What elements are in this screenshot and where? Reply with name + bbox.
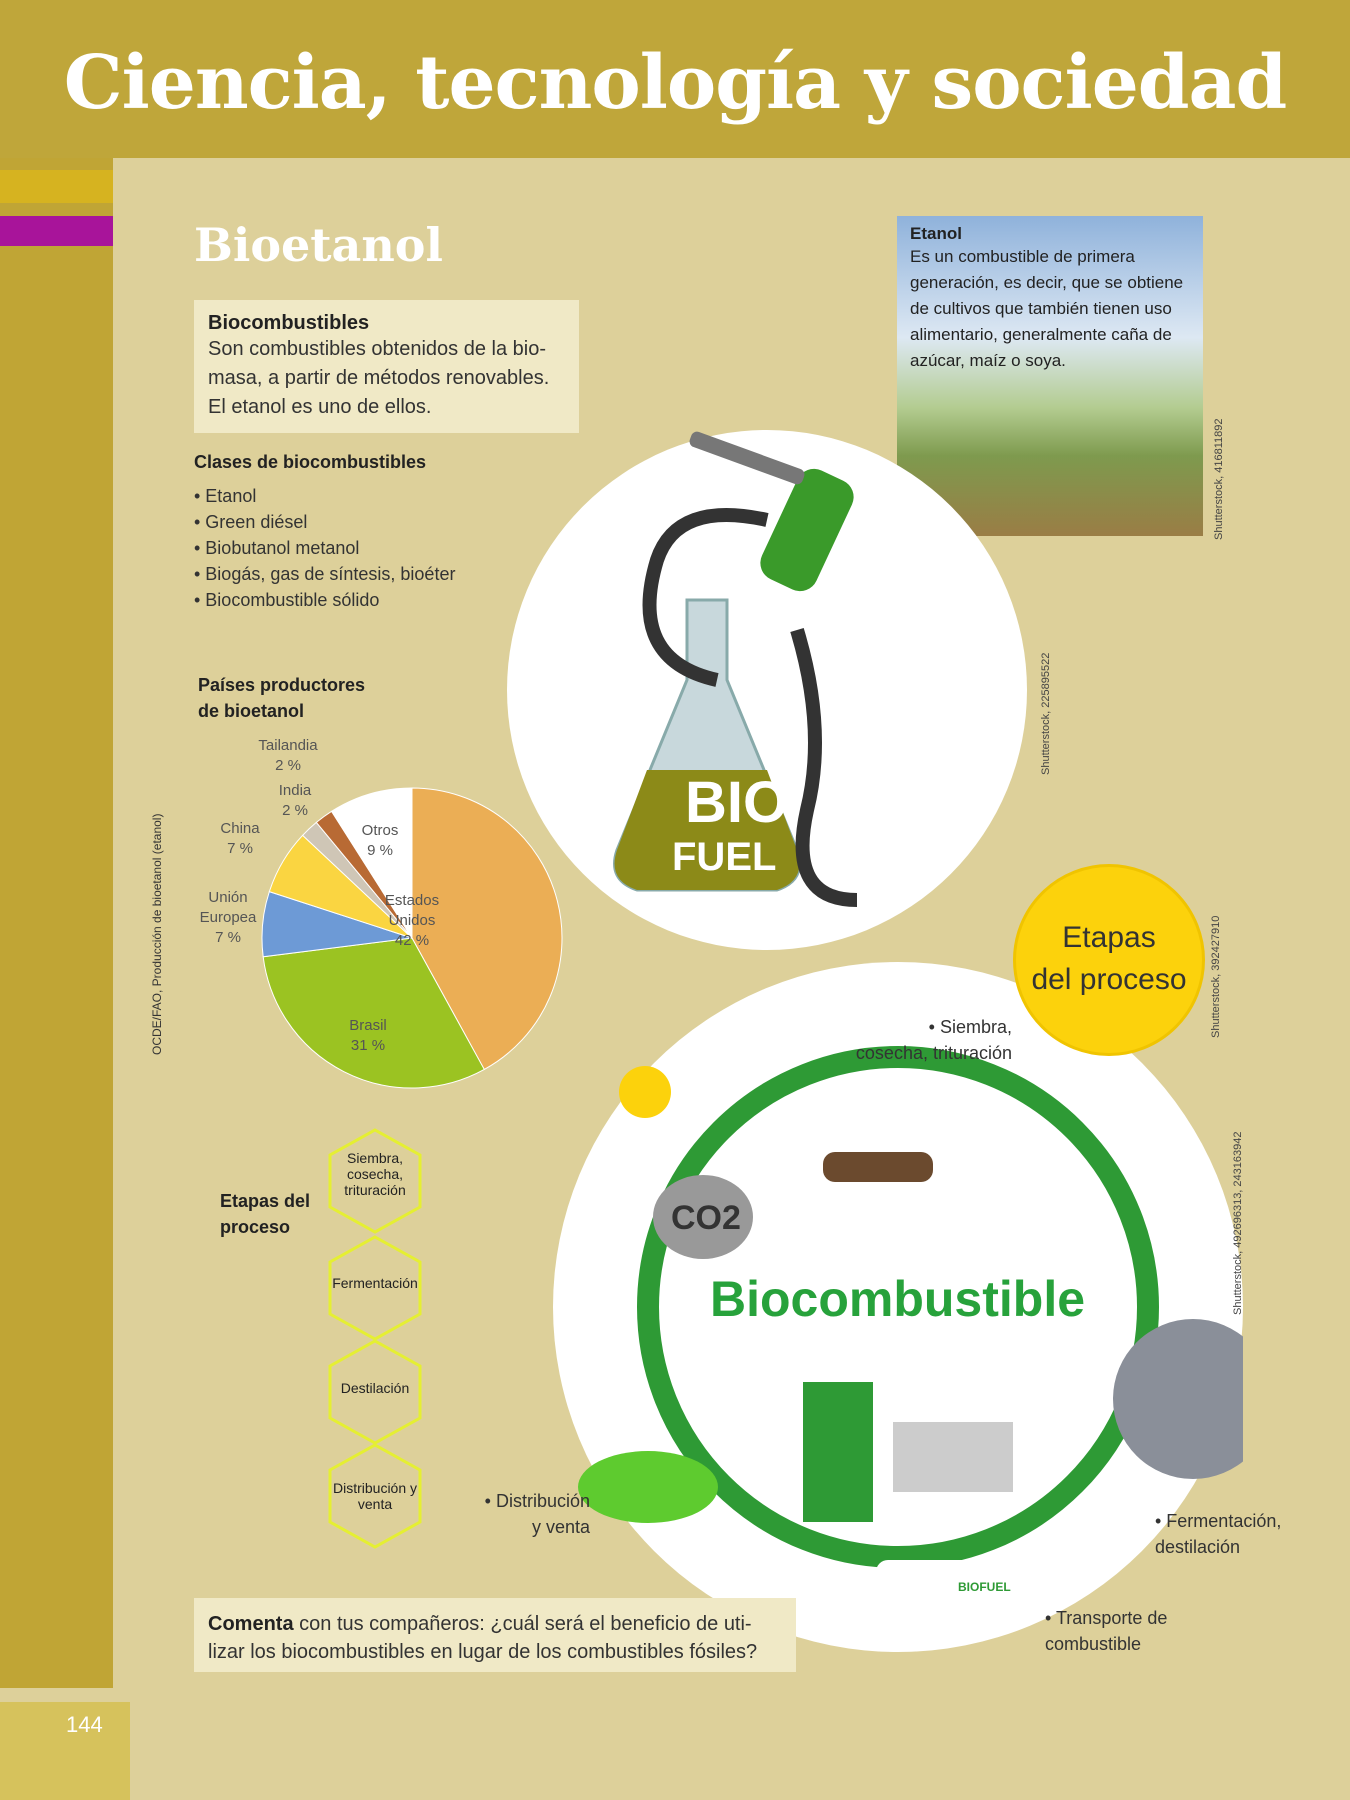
photo-credit: Shutterstock, 492696313, 243163942: [1232, 1131, 1244, 1315]
caption-fermentacion: • Fermentación, destilación: [1155, 1511, 1282, 1557]
definition-text: Son combustibles obtenidos de la bio-masa, a partir de métodos renovables. El etanol es uno de ellos.: [208, 338, 550, 418]
pie-label: China 7 %: [220, 820, 260, 857]
list-item: • Biocombustible sólido: [194, 590, 380, 610]
definition-box: [194, 300, 579, 433]
comment-bold: Comenta: [208, 1613, 294, 1635]
pie-label: India 2 %: [278, 782, 312, 819]
list-item: • Biobutanol metanol: [194, 538, 360, 558]
sun-icon: [619, 1066, 671, 1118]
distillery-photo: [1113, 1319, 1243, 1479]
caption-siembra: • Siembra, cosecha, trituración: [855, 1017, 1012, 1063]
biofuel-illustration: [507, 430, 1027, 950]
process-badge: [1013, 864, 1205, 1056]
biofuel-label-bio: BIO: [685, 770, 789, 835]
cycle-center-label: Biocombustible: [710, 1271, 1086, 1327]
etanol-text: Es un combustible de primera generación, es decir, que se obtiene de cultivos que también tienen uso alimentario, generalmente caña de azúcar, maíz o soya.: [910, 247, 1184, 370]
biofuel-flask-icon: [507, 430, 1027, 950]
car-icon: [578, 1451, 718, 1523]
classes-list: [194, 452, 455, 613]
page-number: 144: [66, 1712, 103, 1737]
co2-label: CO2: [671, 1199, 741, 1237]
pie-label: Brasil 31 %: [349, 1017, 387, 1054]
section-title: Bioetanol: [194, 218, 443, 272]
page-number-block: [0, 1702, 130, 1800]
comment-text: con tus compañeros: ¿cuál será el beneficio de uti-lizar los biocombustibles en lugar de los combustibles fósiles?: [208, 1613, 758, 1663]
classes-heading: Clases de biocombustibles: [194, 452, 427, 472]
chart-title: Países productores de bioetanol: [198, 675, 366, 721]
fuel-pump-icon: [803, 1382, 873, 1522]
process-step: Distribución y venta: [332, 1480, 418, 1512]
process-step: Destilación: [340, 1380, 410, 1396]
pie-label: Estados Unidos 42 %: [384, 892, 440, 949]
etanol-note: [910, 224, 1200, 374]
page-title: Ciencia, tecnología y sociedad: [63, 40, 1287, 126]
etanol-heading: Etanol: [910, 224, 962, 243]
pie-label: Otros 9 %: [361, 822, 399, 859]
left-tab-yellow: [0, 170, 113, 203]
logs-icon: [823, 1152, 933, 1182]
factory-icon: [893, 1422, 1013, 1492]
list-item: • Etanol: [194, 486, 257, 506]
pie-label: Unión Europea 7 %: [199, 889, 257, 946]
photo-credit: Shutterstock, 392427910: [1210, 915, 1222, 1038]
caption-transporte: • Transporte de combustible: [1045, 1608, 1168, 1654]
badge-line1: Etapas: [1062, 921, 1156, 954]
photo-credit: Shutterstock, 416811892: [1213, 418, 1225, 540]
badge-line2: del proceso: [1031, 963, 1187, 996]
list-item: • Green diésel: [194, 512, 308, 532]
truck-icon: [876, 1560, 1026, 1630]
definition-heading: Biocombustibles: [208, 312, 370, 334]
list-item: • Biogás, gas de síntesis, bioéter: [194, 564, 456, 584]
left-margin-strip: [0, 158, 113, 1688]
truck-label: BIOFUEL: [958, 1580, 1011, 1594]
process-step: Siembra, cosecha, trituración: [344, 1150, 406, 1198]
chart-source: OCDE/FAO, Producción de bioetanol (etanol): [150, 813, 164, 1055]
process-heading: Etapas del proceso: [220, 1191, 311, 1237]
caption-distribucion: • Distribución y venta: [484, 1491, 590, 1537]
process-step: Fermentación: [332, 1275, 418, 1291]
biofuel-label-fuel: FUEL: [672, 835, 777, 879]
photo-credit: Shutterstock, 225895522: [1040, 652, 1052, 775]
comment-box: [194, 1598, 796, 1672]
pie-label: Tailandia 2 %: [258, 737, 318, 774]
left-tab-magenta: [0, 216, 113, 246]
